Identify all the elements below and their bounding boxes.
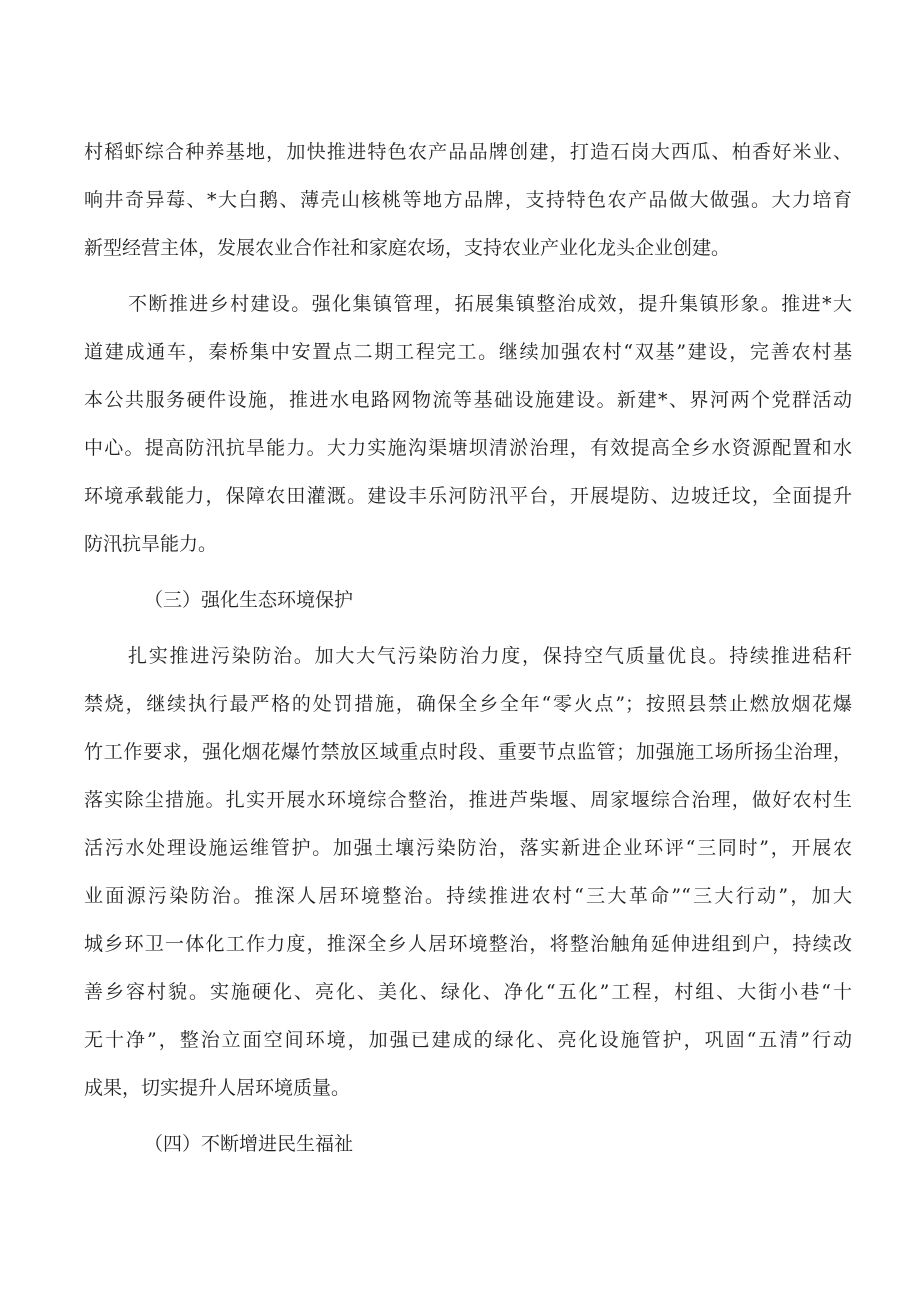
text-line: 新型经营主体，发展农业合作社和家庭农场，支持农业产业化龙头企业创建。 [84,237,731,259]
text-line: 无十净”，整治立面空间环境，加强已建成的绿化、亮化设施管护，巩固“五清”行动 [84,1029,852,1051]
text-line: 村稻虾综合种养基地，加快推进特色农产品品牌创建，打造石岗大西瓜、柏香好米业、 [84,141,852,163]
text-line: 成果，切实提升人居环境质量。 [84,1077,351,1099]
text-line: 道建成通车，秦桥集中安置点二期工程完工。继续加强农村“双基”建设，完善农村基 [84,341,852,363]
paragraph-rural-construction [84,280,852,568]
text-line: 业面源污染防治。推深人居环境整治。持续推进农村“三大革命”“三大行动”，加大 [84,885,852,907]
paragraph-agriculture-brands [84,128,852,272]
text-line: 防汛抗旱能力。 [84,533,218,555]
text-line: 响井奇异莓、*大白鹅、薄壳山核桃等地方品牌，支持特色农产品做大做强。大力培育 [84,189,852,211]
text-line: 扎实推进污染防治。加大大气污染防治力度，保持空气质量优良。持续推进秸秆 [128,645,852,667]
text-line: 中心。提高防汛抗旱能力。大力实施沟渠塘坝清淤治理，有效提高全乡水资源配置和水 [84,437,852,459]
text-line: 本公共服务硬件设施，推进水电路网物流等基础设施建设。新建*、界河两个党群活动 [84,389,852,411]
document-body [84,128,852,1168]
section-heading-livelihood: （四）不断增进民生福祉 [144,1133,354,1155]
text-line: 城乡环卫一体化工作力度，推深全乡人居环境整治，将整治触角延伸进组到户，持续改 [84,933,852,955]
text-line: 善乡容村貌。实施硬化、亮化、美化、绿化、净化“五化”工程，村组、大街小巷“十 [84,981,852,1003]
section-heading-ecology: （三）强化生态环境保护 [144,589,354,611]
text-line: 禁烧，继续执行最严格的处罚措施，确保全乡全年“零火点”；按照县禁止燃放烟花爆 [84,693,852,715]
text-line: 活污水处理设施运维管护。加强土壤污染防治，落实新进企业环评“三同时”，开展农 [84,837,852,859]
text-line: 竹工作要求，强化烟花爆竹禁放区域重点时段、重要节点监管；加强施工场所扬尘治理， [84,741,852,763]
text-line: 落实除尘措施。扎实开展水环境综合整治，推进芦柴堰、周家堰综合治理，做好农村生 [84,789,852,811]
text-line: 环境承载能力，保障农田灌溉。建设丰乐河防汛平台，开展堤防、边坡迁坟，全面提升 [84,485,852,507]
paragraph-pollution-control [84,632,852,1112]
text-line: 不断推进乡村建设。强化集镇管理，拓展集镇整治成效，提升集镇形象。推进*大 [128,293,852,315]
